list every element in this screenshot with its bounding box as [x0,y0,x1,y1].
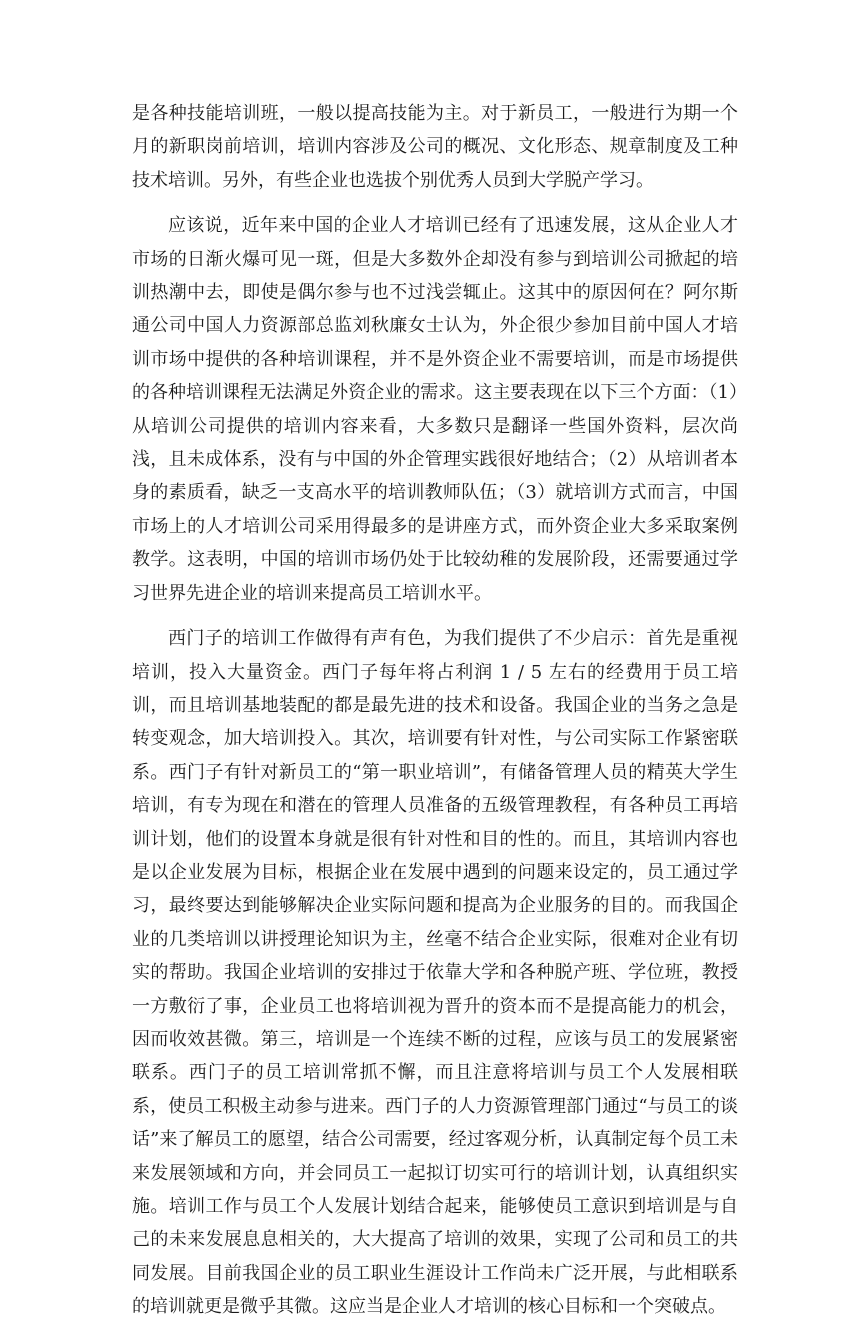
paragraph-foreign-enterprise-training: 应该说，近年来中国的企业人才培训已经有了迅速发展，这从企业人才市场的日渐火爆可见一斑，但是大多数外企却没有参与到培训公司掀起的培训热潮中去，即使是偶尔参与也不过浅尝辄止。这其中的原因何在？阿尔斯通公司中国人力资源部总监刘秋廉女士认为，外企很少参加目前中国人才培训市场中提供的各种培训课程，并不是外资企业不需要培训，而是市场提供的各种培训课程无法满足外资企业的需求。这主要表现在以下三个方面：（1）从培训公司提供的培训内容来看，大多数只是翻译一些国外资料，层次尚浅，且未成体系，没有与中国的外企管理实践很好地结合；（2）从培训者本身的素质看，缺乏一支高水平的培训教师队伍；（3）就培训方式而言，中国市场上的人才培训公司采用得最多的是讲座方式，而外资企业大多采取案例教学。这表明，中国的培训市场仍处于比较幼稚的发展阶段，还需要通过学习世界先进企业的培训来提高员工培训水平。 [132,215,738,604]
paragraph-continuation: 是各种技能培训班，一般以提高技能为主。对于新员工，一般进行为期一个月的新职岗前培训，培训内容涉及公司的概况、文化形态、规章制度及工种技术培训。另外，有些企业也选拔个别优秀人员到大学脱产学习。 [132,103,738,191]
paragraph-siemens-training: 西门子的培训工作做得有声有色，为我们提供了不少启示：首先是重视培训，投入大量资金。西门子每年将占利润 1 / 5 左右的经费用于员工培训，而且培训基地装配的都是最先进的技术和设备。我国企业的当务之急是转变观念，加大培训投入。其次，培训要有针对性，与公司实际工作紧密联系。西门子有针对新员工的“第一职业培训”，有储备管理人员的精英大学生培训，有专为现在和潜在的管理人员准备的五级管理教程，有各种员工再培训计划，他们的设置本身就是很有针对性和目的性的。而且，其培训内容也是以企业发展为目标，根据企业在发展中遇到的问题来设定的，员工通过学习，最终要达到能够解决企业实际问题和提高为企业服务的目的。而我国企业的几类培训以讲授理论知识为主，丝毫不结合企业实际，很难对企业有切实的帮助。我国企业培训的安排过于依靠大学和各种脱产班、学位班，教授一方敷衍了事，企业员工也将培训视为晋升的资本而不是提高能力的机会，因而收效甚微。第三，培训是一个连续不断的过程，应该与员工的发展紧密联系。西门子的员工培训常抓不懈，而且注意将培训与员工个人发展相联系，使员工积极主动参与进来。西门子的人力资源管理部门通过“与员工的谈话”来了解员工的愿望，结合公司需要，经过客观分析，认真制定每个员工未来发展领域和方向，并会同员工一起拟订切实可行的培训计划，认真组织实施。培训工作与员工个人发展计划结合起来，能够使员工意识到培训是与自己的未来发展息息相关的，大大提高了培训的效果，实现了公司和员工的共同发展。目前我国企业的员工职业生涯设计工作尚未广泛开展，与此相联系的培训就更是微乎其微。这应当是企业人才培训的核心目标和一个突破点。 [132,628,738,1318]
document-page [132,97,738,1336]
